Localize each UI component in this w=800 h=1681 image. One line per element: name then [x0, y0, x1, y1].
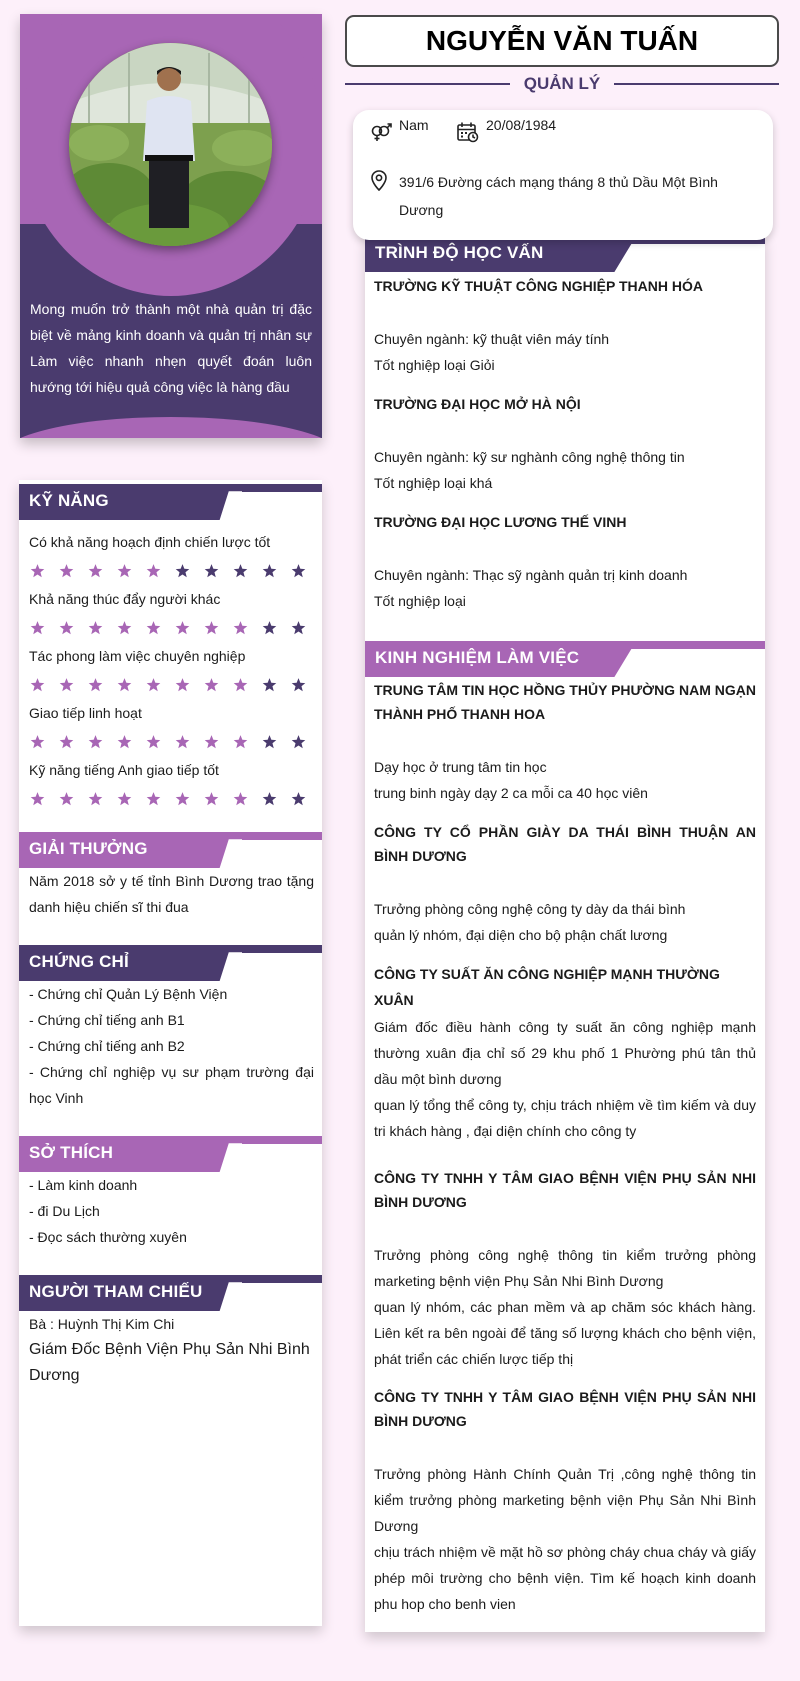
- experience-company: TRUNG TÂM TIN HỌC HỒNG THỦY PHƯỜNG NAM NGẠN THÀNH PHỐ THANH HOA: [374, 682, 756, 722]
- skill-rating: [29, 788, 319, 808]
- skills-header: [19, 484, 322, 520]
- star-filled-icon: [232, 731, 261, 751]
- skill-rating: [29, 560, 319, 580]
- award-text: Năm 2018 sở y tế tỉnh Bình Dương trao tặng danh hiệu chiến sĩ thi đua: [29, 873, 314, 915]
- star-filled-icon: [58, 560, 87, 580]
- star-filled-icon: [203, 617, 232, 637]
- experience-company: CÔNG TY SUẤT ĂN CÔNG NGHIỆP MẠNH THƯỜNG XUÂN: [374, 966, 720, 1008]
- education-major: Chuyên ngành: Thạc sỹ ngành quản trị kinh doanh: [374, 567, 688, 583]
- reference-position: Giám Đốc Bệnh Viện Phụ Sản Nhi Bình Dương: [29, 1341, 310, 1384]
- address-value: 391/6 Đường cách mạng tháng 8 thủ Dầu Một Bình Dương: [399, 174, 718, 218]
- star-filled-icon: [145, 560, 174, 580]
- star-filled-icon: [145, 617, 174, 637]
- education-result: Tốt nghiệp loại Giỏi: [374, 357, 495, 373]
- hobbies-header: [19, 1136, 322, 1172]
- star-filled-icon: [145, 731, 174, 751]
- experience-title: KINH NGHIỆM LÀM VIỆC: [375, 648, 580, 667]
- education-major: Chuyên ngành: kỹ sư nghành công nghệ thông tin: [374, 449, 685, 465]
- avatar: [69, 43, 272, 246]
- skill-label: Kỹ năng tiếng Anh giao tiếp tốt: [29, 762, 219, 778]
- star-filled-icon: [116, 674, 145, 694]
- star-filled-icon: [116, 731, 145, 751]
- star-empty-icon: [203, 560, 232, 580]
- education-title: TRÌNH ĐỘ HỌC VẤN: [375, 243, 544, 262]
- certificate-item: - Chứng chỉ Quản Lý Bệnh Viện: [29, 986, 228, 1002]
- education-header: [365, 236, 765, 272]
- name-box: NGUYỄN VĂN TUẤN: [345, 15, 779, 67]
- star-filled-icon: [145, 674, 174, 694]
- star-filled-icon: [174, 674, 203, 694]
- star-filled-icon: [87, 788, 116, 808]
- experience-desc: quan lý nhóm, các phan mềm và ap chăm sóc khách hàng. Liên kết ra bên ngoài để tăng số lượng khách cho bệnh viện, phát triển các chiến lược tiếp thị: [374, 1299, 756, 1367]
- star-filled-icon: [58, 674, 87, 694]
- hobbies-title: SỞ THÍCH: [29, 1143, 114, 1162]
- star-filled-icon: [29, 674, 58, 694]
- education-school: TRƯỜNG ĐẠI HỌC MỞ HÀ NỘI: [374, 396, 581, 412]
- star-filled-icon: [58, 731, 87, 751]
- experience-header: [365, 641, 765, 677]
- certificate-item: - Chứng chỉ nghiệp vụ sư phạm trường đại học Vinh: [29, 1064, 314, 1106]
- star-empty-icon: [290, 674, 319, 694]
- experience-desc: trung binh ngày dạy 2 ca mỗi ca 40 học viên: [374, 785, 648, 801]
- experience-company: CÔNG TY TNHH Y TÂM GIAO BỆNH VIỆN PHỤ SẢN NHI BÌNH DƯƠNG: [374, 1170, 756, 1210]
- job-title: QUẢN LÝ: [523, 74, 601, 93]
- star-empty-icon: [261, 617, 290, 637]
- star-filled-icon: [58, 617, 87, 637]
- star-filled-icon: [203, 674, 232, 694]
- star-filled-icon: [232, 617, 261, 637]
- experience-role: Giám đốc điều hành công ty suất ăn công nghiệp mạnh thường xuân địa chỉ số 29 khu phố 1 Phường phú tân thủ dầu một bình dương: [374, 1019, 756, 1087]
- avatar-photo-illustration: [69, 43, 272, 246]
- experience-role: Trưởng phòng công nghệ công ty dày da thái bình: [374, 901, 686, 917]
- contact-info-box: [353, 110, 773, 240]
- star-filled-icon: [29, 788, 58, 808]
- star-empty-icon: [261, 731, 290, 751]
- star-empty-icon: [290, 560, 319, 580]
- star-empty-icon: [290, 617, 319, 637]
- star-empty-icon: [232, 560, 261, 580]
- star-filled-icon: [174, 617, 203, 637]
- skills-title: KỸ NĂNG: [29, 491, 109, 510]
- star-empty-icon: [290, 731, 319, 751]
- star-filled-icon: [232, 674, 261, 694]
- experience-role: Dạy học ở trung tâm tin học: [374, 759, 547, 775]
- certificate-item: - Chứng chỉ tiếng anh B1: [29, 1012, 185, 1028]
- certificate-item: - Chứng chỉ tiếng anh B2: [29, 1038, 185, 1054]
- birthdate-value: 20/08/1984: [486, 117, 557, 133]
- star-filled-icon: [87, 731, 116, 751]
- experience-company: CÔNG TY CỔ PHẦN GIÀY DA THÁI BÌNH THUẬN AN BÌNH DƯƠNG: [374, 824, 756, 864]
- star-filled-icon: [87, 674, 116, 694]
- reference-header: [19, 1275, 322, 1311]
- star-filled-icon: [145, 788, 174, 808]
- star-filled-icon: [29, 731, 58, 751]
- profile-bottom-arc: [20, 417, 322, 438]
- education-major: Chuyên ngành: kỹ thuật viên máy tính: [374, 331, 610, 347]
- skill-label: Có khả năng hoạch định chiến lược tốt: [29, 534, 271, 550]
- experience-role: Trưởng phòng Hành Chính Quản Trị ,công nghệ thông tin kiểm trưởng phòng marketing bệnh viện Phụ Sản Nhi Bình Dương: [374, 1466, 756, 1534]
- star-filled-icon: [232, 788, 261, 808]
- experience-role: Trưởng phòng công nghệ thông tin kiểm trưởng phòng marketing bệnh viện Phụ Sản Nhi Bình Dương: [374, 1247, 756, 1289]
- star-empty-icon: [174, 560, 203, 580]
- certificates-title: CHỨNG CHỈ: [29, 952, 129, 971]
- skill-rating: [29, 731, 319, 751]
- star-empty-icon: [261, 788, 290, 808]
- reference-title: NGƯỜI THAM CHIẾU: [29, 1282, 203, 1301]
- skill-label: Tác phong làm việc chuyên nghiệp: [29, 648, 246, 664]
- gender-value: Nam: [399, 117, 429, 133]
- star-filled-icon: [174, 731, 203, 751]
- right-column: [365, 236, 765, 1632]
- profile-card: [20, 14, 322, 438]
- skill-rating: [29, 674, 319, 694]
- star-empty-icon: [261, 560, 290, 580]
- experience-desc: quan lý tổng thể công ty, chịu trách nhiệm về tìm kiếm và duy tri khách hàng , đại diện chính cho công ty: [374, 1097, 756, 1139]
- experience-desc: quản lý nhóm, đại diện cho bộ phận chất lương: [374, 927, 668, 943]
- awards-title: GIẢI THƯỞNG: [29, 839, 148, 858]
- star-empty-icon: [290, 788, 319, 808]
- role-divider-left: [345, 83, 510, 85]
- hobby-item: - đi Du Lịch: [29, 1203, 100, 1219]
- education-result: Tốt nghiệp loại: [374, 593, 466, 609]
- skill-label: Giao tiếp linh hoạt: [29, 705, 142, 721]
- reference-name: Bà : Huỳnh Thị Kim Chi: [29, 1316, 175, 1332]
- star-filled-icon: [116, 788, 145, 808]
- star-filled-icon: [87, 560, 116, 580]
- star-filled-icon: [29, 560, 58, 580]
- location-pin-icon: [371, 170, 387, 196]
- awards-header: [19, 832, 322, 868]
- star-filled-icon: [116, 560, 145, 580]
- star-filled-icon: [87, 617, 116, 637]
- skill-rating: [29, 617, 319, 637]
- education-school: TRƯỜNG KỸ THUẬT CÔNG NGHIỆP THANH HÓA: [374, 278, 703, 294]
- star-filled-icon: [174, 788, 203, 808]
- career-objective: Mong muốn trở thành một nhà quản trị đặc biệt về mảng kinh doanh và quản trị nhân sự Làm việc nhanh nhẹn quyết đoán luôn hướng tới hiệu quả công việc là hàng đầu: [30, 301, 312, 395]
- experience-company: CÔNG TY TNHH Y TÂM GIAO BỆNH VIỆN PHỤ SẢN NHI BÌNH DƯƠNG: [374, 1389, 756, 1429]
- star-filled-icon: [116, 617, 145, 637]
- star-filled-icon: [29, 617, 58, 637]
- role-divider-right: [614, 83, 779, 85]
- gender-icon: [370, 122, 392, 147]
- hobby-item: - Đọc sách thường xuyên: [29, 1229, 187, 1245]
- experience-desc: chịu trách nhiệm về mặt hồ sơ phòng cháy chua cháy và giấy phép môi trường cho bệnh viện. Tìm kế hoạch kinh doanh phu hop cho benh vien: [374, 1544, 756, 1612]
- education-school: TRƯỜNG ĐẠI HỌC LƯƠNG THẾ VINH: [374, 514, 627, 530]
- certificates-header: [19, 945, 322, 981]
- hobby-item: - Làm kinh doanh: [29, 1177, 138, 1193]
- star-empty-icon: [261, 674, 290, 694]
- skill-label: Khả năng thúc đẩy người khác: [29, 591, 221, 607]
- left-column: [19, 480, 322, 1626]
- calendar-icon: [457, 122, 479, 148]
- star-filled-icon: [203, 731, 232, 751]
- star-filled-icon: [58, 788, 87, 808]
- star-filled-icon: [203, 788, 232, 808]
- education-result: Tốt nghiệp loại khá: [374, 475, 493, 491]
